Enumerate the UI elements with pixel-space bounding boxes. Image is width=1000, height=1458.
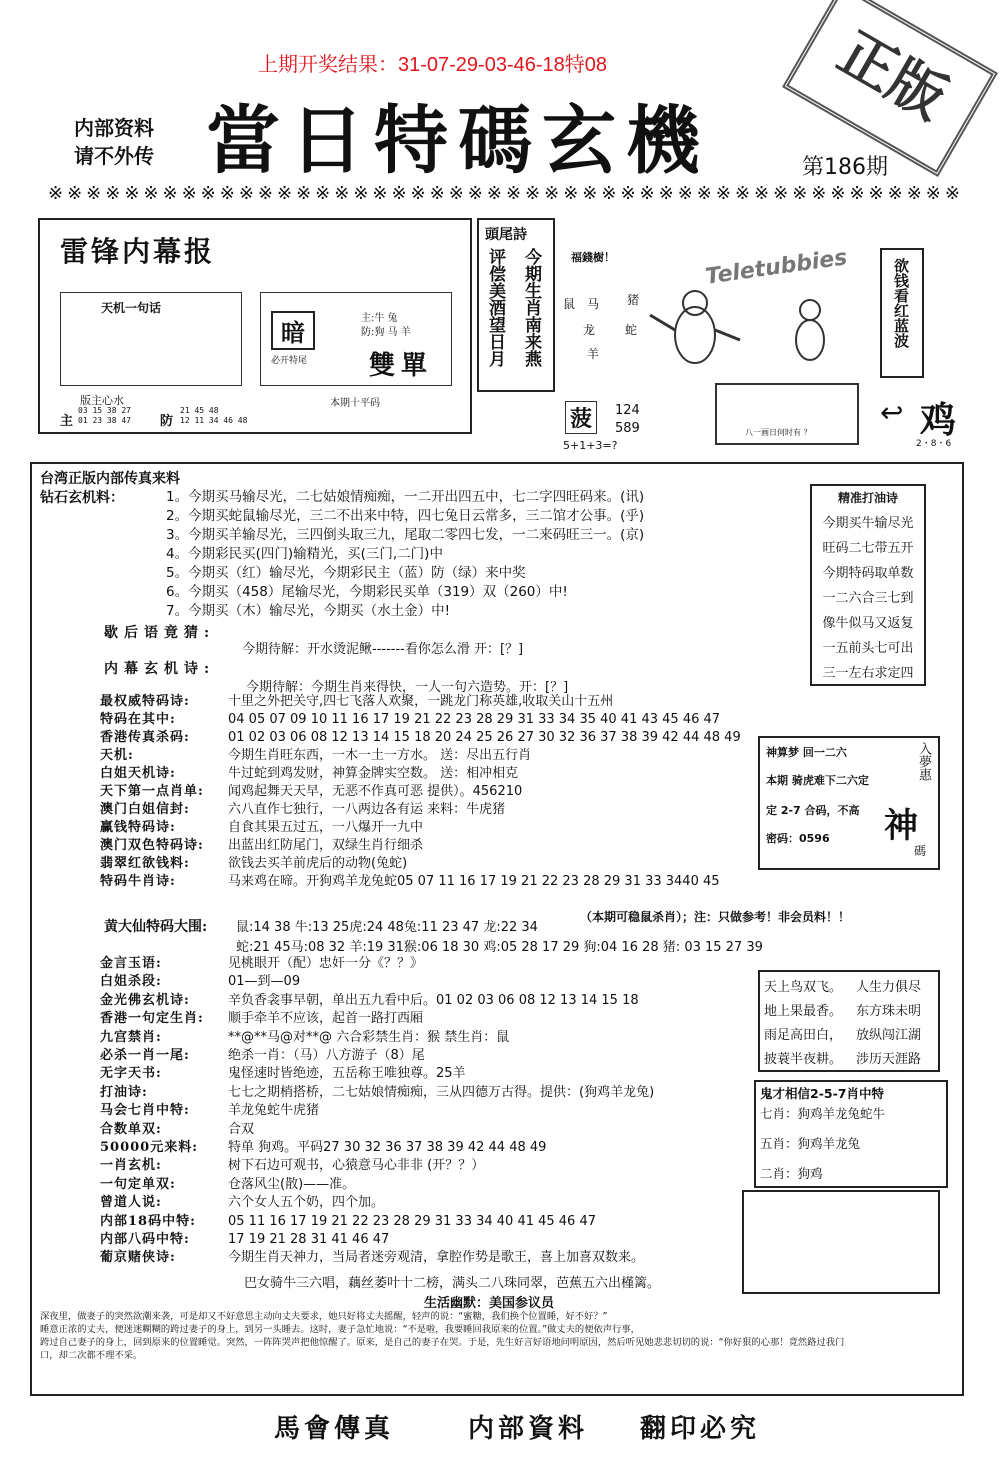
prediction-row bbox=[100, 694, 613, 710]
leifeng-title: 雷锋内幕报 bbox=[60, 235, 216, 268]
zuanshi-item-1: 1。今期买马输尽光，二七姑娘情痴痴，一二开出四五中，七二字四旺码来。(讯) bbox=[166, 489, 645, 505]
idiom-right-4: 涉历天涯路 bbox=[856, 1052, 922, 1067]
an-char: 暗 bbox=[271, 311, 315, 350]
fang-nums2: 12 11 34 46 48 bbox=[180, 416, 248, 425]
dream-line1: 神算梦 回一二六 bbox=[766, 746, 847, 759]
row-label: 合数单双: bbox=[100, 1121, 162, 1137]
row-label: 内部八码中特: bbox=[100, 1232, 190, 1247]
row-value: 见桃眼开（配）忠奸一分《？？》 bbox=[228, 956, 424, 971]
humor-line-1: 深夜里，做妻子的突然欲潮来袭，可是却又不好意思主动向丈夫要求，她只好将丈夫摇醒，轻声的说：“蜜糖，我们换个位置睡，好不好？” bbox=[40, 1311, 608, 1322]
prediction-row bbox=[100, 712, 720, 728]
prediction-row bbox=[100, 1011, 423, 1027]
row-label: 无字天书: bbox=[100, 1066, 162, 1082]
row-label: 特码在其中: bbox=[100, 712, 176, 727]
prediction-row bbox=[100, 784, 522, 800]
zhu-nums: 03 15 38 27 bbox=[78, 406, 131, 415]
prediction-row bbox=[100, 1250, 644, 1266]
zodiac-snake: 蛇 bbox=[625, 323, 638, 337]
zuanshi-list bbox=[166, 488, 644, 621]
dream-line2: 本期 骑虎难下二六定 bbox=[766, 774, 869, 787]
row-label: 一句定单双: bbox=[100, 1176, 176, 1192]
tianji-title: 天机一句话 bbox=[101, 301, 162, 315]
internal-note-line2: 请不外传 bbox=[74, 144, 154, 168]
row-value: **@**马@对**@ 六合彩禁生肖：猴 禁生肖：鼠 bbox=[228, 1029, 510, 1045]
prediction-row bbox=[100, 1085, 654, 1101]
huangdaxian-label: 黄大仙特码大围: bbox=[104, 919, 208, 935]
zuanshi-item-6: 6。今期买（458）尾输尽光，今期彩民买单（319）双（260）中! bbox=[166, 584, 568, 600]
prediction-row bbox=[100, 1066, 466, 1082]
zuanshi-item-3: 3。今期买羊输尽光，三四倒头取三九，尾取二零四七发，一二来码旺三一。(京) bbox=[166, 527, 645, 543]
prediction-row bbox=[100, 838, 423, 854]
row-value: 六个女人五个奶，四个加。 bbox=[228, 1195, 385, 1211]
neimu-text: 今期待解：今期生肖来得快，一人一句六造势。开：[？] bbox=[246, 680, 569, 695]
row-label: 最权威特码诗: bbox=[100, 694, 190, 709]
row-label: 葡京赌侠诗: bbox=[100, 1250, 176, 1266]
row-label: 澳门白姐信封: bbox=[100, 802, 190, 817]
rooster-char: 鸡 bbox=[920, 399, 957, 441]
idiom-box bbox=[758, 970, 940, 1072]
row-label: 金言玉语: bbox=[100, 956, 162, 971]
prediction-row bbox=[100, 1030, 509, 1046]
row-value: 合双 bbox=[228, 1121, 255, 1137]
prediction-row bbox=[100, 993, 639, 1009]
guicai-title: 鬼才相信2-5-7肖中特 bbox=[760, 1086, 884, 1101]
row-value: 出蓝出红防尾门，双绿生肖行细杀 bbox=[228, 838, 424, 853]
row-label: 打油诗: bbox=[100, 1084, 148, 1100]
zuanshi-label: 钻石玄机料： bbox=[40, 490, 124, 506]
row-value: 羊龙兔蛇牛虎猪 bbox=[228, 1103, 320, 1119]
teletubby-figure bbox=[645, 285, 745, 375]
frame-note: 八一画日何时有 ？ bbox=[745, 428, 812, 437]
bikai-label: 必开特尾 bbox=[271, 356, 308, 366]
row-value: 十里之外把关守,四七飞落人欢聚，一跳龙门称英雄,收取关山十五州 bbox=[228, 694, 614, 709]
internal-note bbox=[74, 114, 154, 170]
humor-text bbox=[40, 1310, 950, 1362]
humor-title: 生活幽默：美国参议员 bbox=[424, 1296, 555, 1311]
oil-poem-line: 像牛似马又返复 bbox=[822, 616, 914, 631]
an-box bbox=[260, 292, 452, 386]
guicai-five: 五肖：狗鸡羊龙兔 bbox=[760, 1136, 861, 1151]
shen-char: 神 bbox=[884, 806, 918, 846]
row-label: 白姐天机诗: bbox=[100, 766, 176, 781]
prediction-row bbox=[100, 856, 407, 872]
row-label: 天机: bbox=[100, 748, 134, 763]
humor-line-4: 口，却二次都不理不采。 bbox=[40, 1350, 143, 1361]
neimu-label: 内幕玄机诗: bbox=[104, 661, 216, 677]
zhu2: 主:牛 兔 bbox=[361, 313, 398, 324]
row-value: 辛负香衾事早朝，单出五九看中后。01 02 03 06 08 12 13 14 15 18 bbox=[228, 992, 639, 1008]
row-label: 澳门双色特码诗: bbox=[100, 838, 204, 853]
row-value: 六八直作七独行，一八两边各有运 来料：牛虎猪 bbox=[228, 802, 506, 817]
idiom-left-1: 天上鸟双飞。 bbox=[764, 980, 843, 995]
fang-label: 防 bbox=[160, 414, 174, 429]
fuqian-label: 福錢樹！ bbox=[571, 251, 615, 264]
vertical-hint bbox=[880, 248, 924, 378]
prediction-row bbox=[100, 1158, 484, 1174]
teletubby-small bbox=[785, 295, 835, 365]
idiom-col-left bbox=[764, 976, 842, 1072]
ma-char: 碼 bbox=[914, 844, 927, 858]
row-value: 欲钱去买羊前虎后的动物(兔蛇) bbox=[228, 856, 408, 871]
row-label: 白姐杀段: bbox=[100, 974, 162, 990]
oil-poem-line: 今期特码取单数 bbox=[822, 566, 914, 581]
dream-vert: 入夢惠 bbox=[916, 742, 931, 781]
row-label: 赢钱特码诗: bbox=[100, 820, 176, 835]
internal-note-line1: 内部资料 bbox=[74, 116, 154, 140]
footer-internal: 内部資料 bbox=[468, 1414, 589, 1444]
row-value: 牛过蛇到鸡发财，神算金牌实空数。 送：相冲相克 bbox=[228, 766, 519, 781]
zodiac-horse: 马 bbox=[587, 297, 600, 311]
idiom-left-2: 地上果最香。 bbox=[764, 1004, 843, 1019]
row-label: 香港传真杀码: bbox=[100, 730, 190, 745]
row-value: 17 19 21 28 31 41 46 47 bbox=[228, 1232, 390, 1247]
bo-char: 菠 bbox=[565, 401, 597, 434]
banzhu-label: 版主心水 bbox=[80, 394, 124, 407]
row-label: 翡翠红欲钱料: bbox=[100, 856, 190, 871]
row-value: 05 11 16 17 19 21 22 23 28 29 31 33 34 40 41 45 46 47 bbox=[228, 1213, 597, 1229]
prediction-row bbox=[100, 974, 300, 990]
row-label: 金光佛玄机诗: bbox=[100, 992, 190, 1008]
row-value: 树下石边可观书，心猿意马心非非 (开？？） bbox=[228, 1158, 485, 1174]
zuanshi-item-5: 5。今期买（红）输尽光，今期彩民主（蓝）防（绿）来中奖 bbox=[166, 565, 526, 581]
zhu-label: 主 bbox=[60, 414, 74, 429]
row-value: 七七之期梢搭桥，二七姑娘情痴痴，三从四德万古得。提供：(狗鸡羊龙兔) bbox=[228, 1084, 655, 1100]
zodiac-pig: 猪 bbox=[627, 293, 640, 307]
poem-panel bbox=[477, 218, 555, 392]
row-value: 特单 狗鸡。平码27 30 32 36 37 38 39 42 44 48 49 bbox=[228, 1140, 547, 1155]
issue-number: 第186期 bbox=[802, 155, 888, 180]
row-label: 香港一句定生肖: bbox=[100, 1011, 204, 1027]
zhu-nums2: 01 23 38 47 bbox=[78, 416, 131, 425]
row-label: 内部18码中特: bbox=[100, 1213, 196, 1229]
row-value: 今期生肖旺东西，一木一土一方水。 送：尽出五行肖 bbox=[228, 748, 532, 763]
main-header: 台湾正版内部传真来料 bbox=[40, 471, 180, 487]
arrow-icon: ↩ bbox=[880, 396, 904, 429]
prediction-row bbox=[100, 1232, 389, 1248]
idiom-right-2: 东方珠未明 bbox=[856, 1004, 922, 1019]
fang2: 防:狗 马 羊 bbox=[361, 327, 411, 338]
row-value: 顺手牵羊不应该，起首一路打西厢 bbox=[228, 1011, 424, 1027]
teletubbies-brand: Teletubbies bbox=[703, 245, 849, 290]
empty-box bbox=[742, 1190, 940, 1294]
row-value: 今期生肖天神力，当局者迷旁观清，拿腔作势是歌王，喜上加喜双数来。 bbox=[228, 1250, 645, 1266]
oil-poem-line: 一二六合三七到 bbox=[822, 591, 914, 606]
leifeng-panel bbox=[38, 218, 472, 434]
oil-poem-line: 旺码二七带五开 bbox=[822, 541, 914, 556]
row-value: 01 02 03 06 08 12 13 14 15 18 20 24 25 26 27 30 32 36 37 38 39 42 44 48 49 bbox=[228, 730, 741, 745]
zodiac-sheep: 羊 bbox=[587, 347, 600, 361]
oil-poem-line: 三一左右求定四 bbox=[822, 666, 914, 681]
idiom-right-1: 人生力俱尽 bbox=[856, 980, 922, 995]
prediction-row bbox=[100, 1177, 355, 1193]
row-value: 马来鸡在啼。开狗鸡羊龙兔蛇05 07 11 16 17 19 21 22 23 28 29 31 33 3440 45 bbox=[228, 874, 720, 889]
row-value: 鬼怪速时皆绝迹，五岳称王唯独尊。25羊 bbox=[228, 1066, 466, 1082]
prediction-row bbox=[100, 874, 720, 890]
huangdaxian-line2: 蛇:21 45马:08 32 羊:19 31猴:06 18 30 鸡:05 28 17 29 狗:04 16 28 猪: 03 15 27 39 bbox=[236, 940, 763, 955]
zuanshi-item-7: 7。今期买（木）输尽光，今期买（水土金）中! bbox=[166, 603, 451, 619]
prediction-row bbox=[100, 1214, 596, 1230]
prediction-row bbox=[100, 730, 741, 746]
guicai-seven: 七肖：狗鸡羊龙兔蛇牛 bbox=[760, 1106, 886, 1121]
row-label: 九宫禁肖: bbox=[100, 1029, 162, 1045]
prediction-row bbox=[100, 956, 423, 972]
equation: 5+1+3=? bbox=[563, 439, 618, 452]
pujing-line2: 巴女骑牛三六唱，藕丝萎叶十二榜，满头二八珠同翠，芭蕉五六出槿篱。 bbox=[244, 1276, 661, 1291]
row-value: 绝杀一肖：（马）八方游子（8）尾 bbox=[228, 1048, 425, 1063]
prediction-row bbox=[100, 820, 423, 836]
idiom-col-right bbox=[856, 976, 921, 1072]
last-result: 上期开奖结果：31-07-29-03-46-18特08 bbox=[258, 54, 608, 76]
footer-fax: 馬會傳真 bbox=[274, 1414, 395, 1444]
teletubbies-area bbox=[555, 215, 880, 455]
bo-num1: 124 bbox=[615, 403, 640, 418]
guicai-box bbox=[754, 1080, 948, 1188]
zodiac-dragon: 龙 bbox=[583, 323, 596, 337]
zuanshi-item-4: 4。今期彩民买(四门)输精光，买(三门,二门)中 bbox=[166, 546, 443, 562]
vertical-hint-text: 欲钱看红蓝波 bbox=[892, 258, 910, 348]
prediction-row bbox=[100, 766, 518, 782]
footer-copyright: 翻印必究 bbox=[640, 1414, 761, 1444]
oil-poem-line: 一五前头七可出 bbox=[822, 641, 914, 656]
huangdaxian-note: （本期可稳鼠杀肖）；注：只做参考！非会员料！！ bbox=[580, 910, 851, 924]
prediction-row bbox=[100, 802, 505, 818]
oil-poem-box bbox=[810, 484, 926, 686]
prediction-row bbox=[100, 1048, 425, 1064]
idiom-left-3: 雨足高田白， bbox=[764, 1028, 843, 1043]
prediction-row bbox=[100, 1140, 546, 1156]
tianji-box bbox=[60, 292, 242, 386]
dream-line3: 定 2-7 合码，不高 bbox=[766, 804, 860, 817]
shipingma-label: 本期十平码 bbox=[330, 398, 380, 409]
star-divider: ※※※※※※※※※※※※※※※※※※※※※※※※※※※※※※※※※※※※※※※※※※※※※※※※ bbox=[48, 183, 964, 204]
fang-nums: 21 45 48 bbox=[180, 406, 219, 415]
dream-line4: 密码：0596 bbox=[766, 832, 830, 845]
guicai-two: 二肖：狗鸡 bbox=[760, 1166, 823, 1181]
zuanshi-item-2: 2。今期买蛇鼠输尽光，三二不出来中特，四七兔日云常多，三二馆才公事。(乎) bbox=[166, 508, 645, 524]
row-value: 01—到—09 bbox=[228, 974, 301, 990]
row-label: 马会七肖中特: bbox=[100, 1103, 190, 1119]
row-label: 曾道人说: bbox=[100, 1195, 162, 1211]
row-label: 天下第一点肖单: bbox=[100, 784, 204, 799]
bo-num2: 589 bbox=[615, 421, 640, 436]
row-value: 闻鸡起舞天天早，无恶不作真可恶 提供）。456210 bbox=[228, 784, 523, 799]
prediction-row bbox=[100, 1103, 319, 1119]
oil-poem-title: 精准打油诗 bbox=[837, 491, 898, 505]
dan-char: 單 bbox=[401, 351, 428, 381]
page-title: 當日特碼玄機 bbox=[206, 98, 710, 184]
poem-title: 頭尾詩 bbox=[485, 227, 527, 243]
huangdaxian-line1: 鼠:14 38 牛:13 25虎:24 48兔:11 23 47 龙:22 34 bbox=[236, 920, 538, 935]
row-label: 50000元来料: bbox=[100, 1140, 199, 1155]
idiom-left-4: 披蓑半夜耕。 bbox=[764, 1052, 843, 1067]
xiehouyu-label: 歇后语竟猜: bbox=[104, 625, 216, 641]
idiom-right-3: 放纵闯江湖 bbox=[856, 1028, 922, 1043]
poem-col1: 今期生肖南来燕 bbox=[521, 248, 541, 367]
xiehouyu-text: 今期待解：开水烫泥鳅-------看你怎么滑 开：[？] bbox=[242, 642, 524, 657]
zodiac-mouse: 鼠 bbox=[563, 297, 576, 311]
row-value: 仓落风尘(散)——准。 bbox=[228, 1176, 356, 1192]
row-label: 一肖玄机: bbox=[100, 1158, 162, 1174]
prediction-row bbox=[100, 748, 531, 764]
humor-line-3: 跨过自己妻子的身上，回到原来的位置睡觉。突然，一阵阵哭声把他惊醒了。原来，是自己的妻子在哭。于是，先生好言好语地问明原因，然后听见她悲悲切切的说：“你好狠的心那！竟然路过我门 bbox=[40, 1337, 845, 1348]
row-value: 04 05 07 09 10 11 16 17 19 21 22 23 28 29 31 33 34 35 40 41 43 45 46 47 bbox=[228, 712, 721, 727]
dream-box bbox=[758, 736, 940, 870]
row-label: 特码牛肖诗: bbox=[100, 874, 176, 889]
row-label: 必杀一肖一尾: bbox=[100, 1048, 190, 1063]
poem-col2: 评偿美酒望日月 bbox=[485, 248, 505, 367]
genuine-stamp-text: 正版 bbox=[827, 19, 958, 133]
prediction-row bbox=[100, 1195, 384, 1211]
humor-line-2: 睡意正浓的丈夫，便迷迷糊糊的跨过妻子的身上，到另一头睡去。这时，妻子急忙地说：“不是啦，我要睡回我原来的位置。”做丈夫的便依声行事， bbox=[40, 1324, 640, 1335]
shuang-char: 雙 bbox=[369, 351, 396, 381]
rooster-sub: 2・8・6 bbox=[916, 439, 952, 449]
prediction-row bbox=[100, 1122, 254, 1138]
oil-poem-line: 今期买牛输尽光 bbox=[822, 516, 914, 531]
row-value: 自食其果五过五，一八爆开一九中 bbox=[228, 820, 424, 835]
